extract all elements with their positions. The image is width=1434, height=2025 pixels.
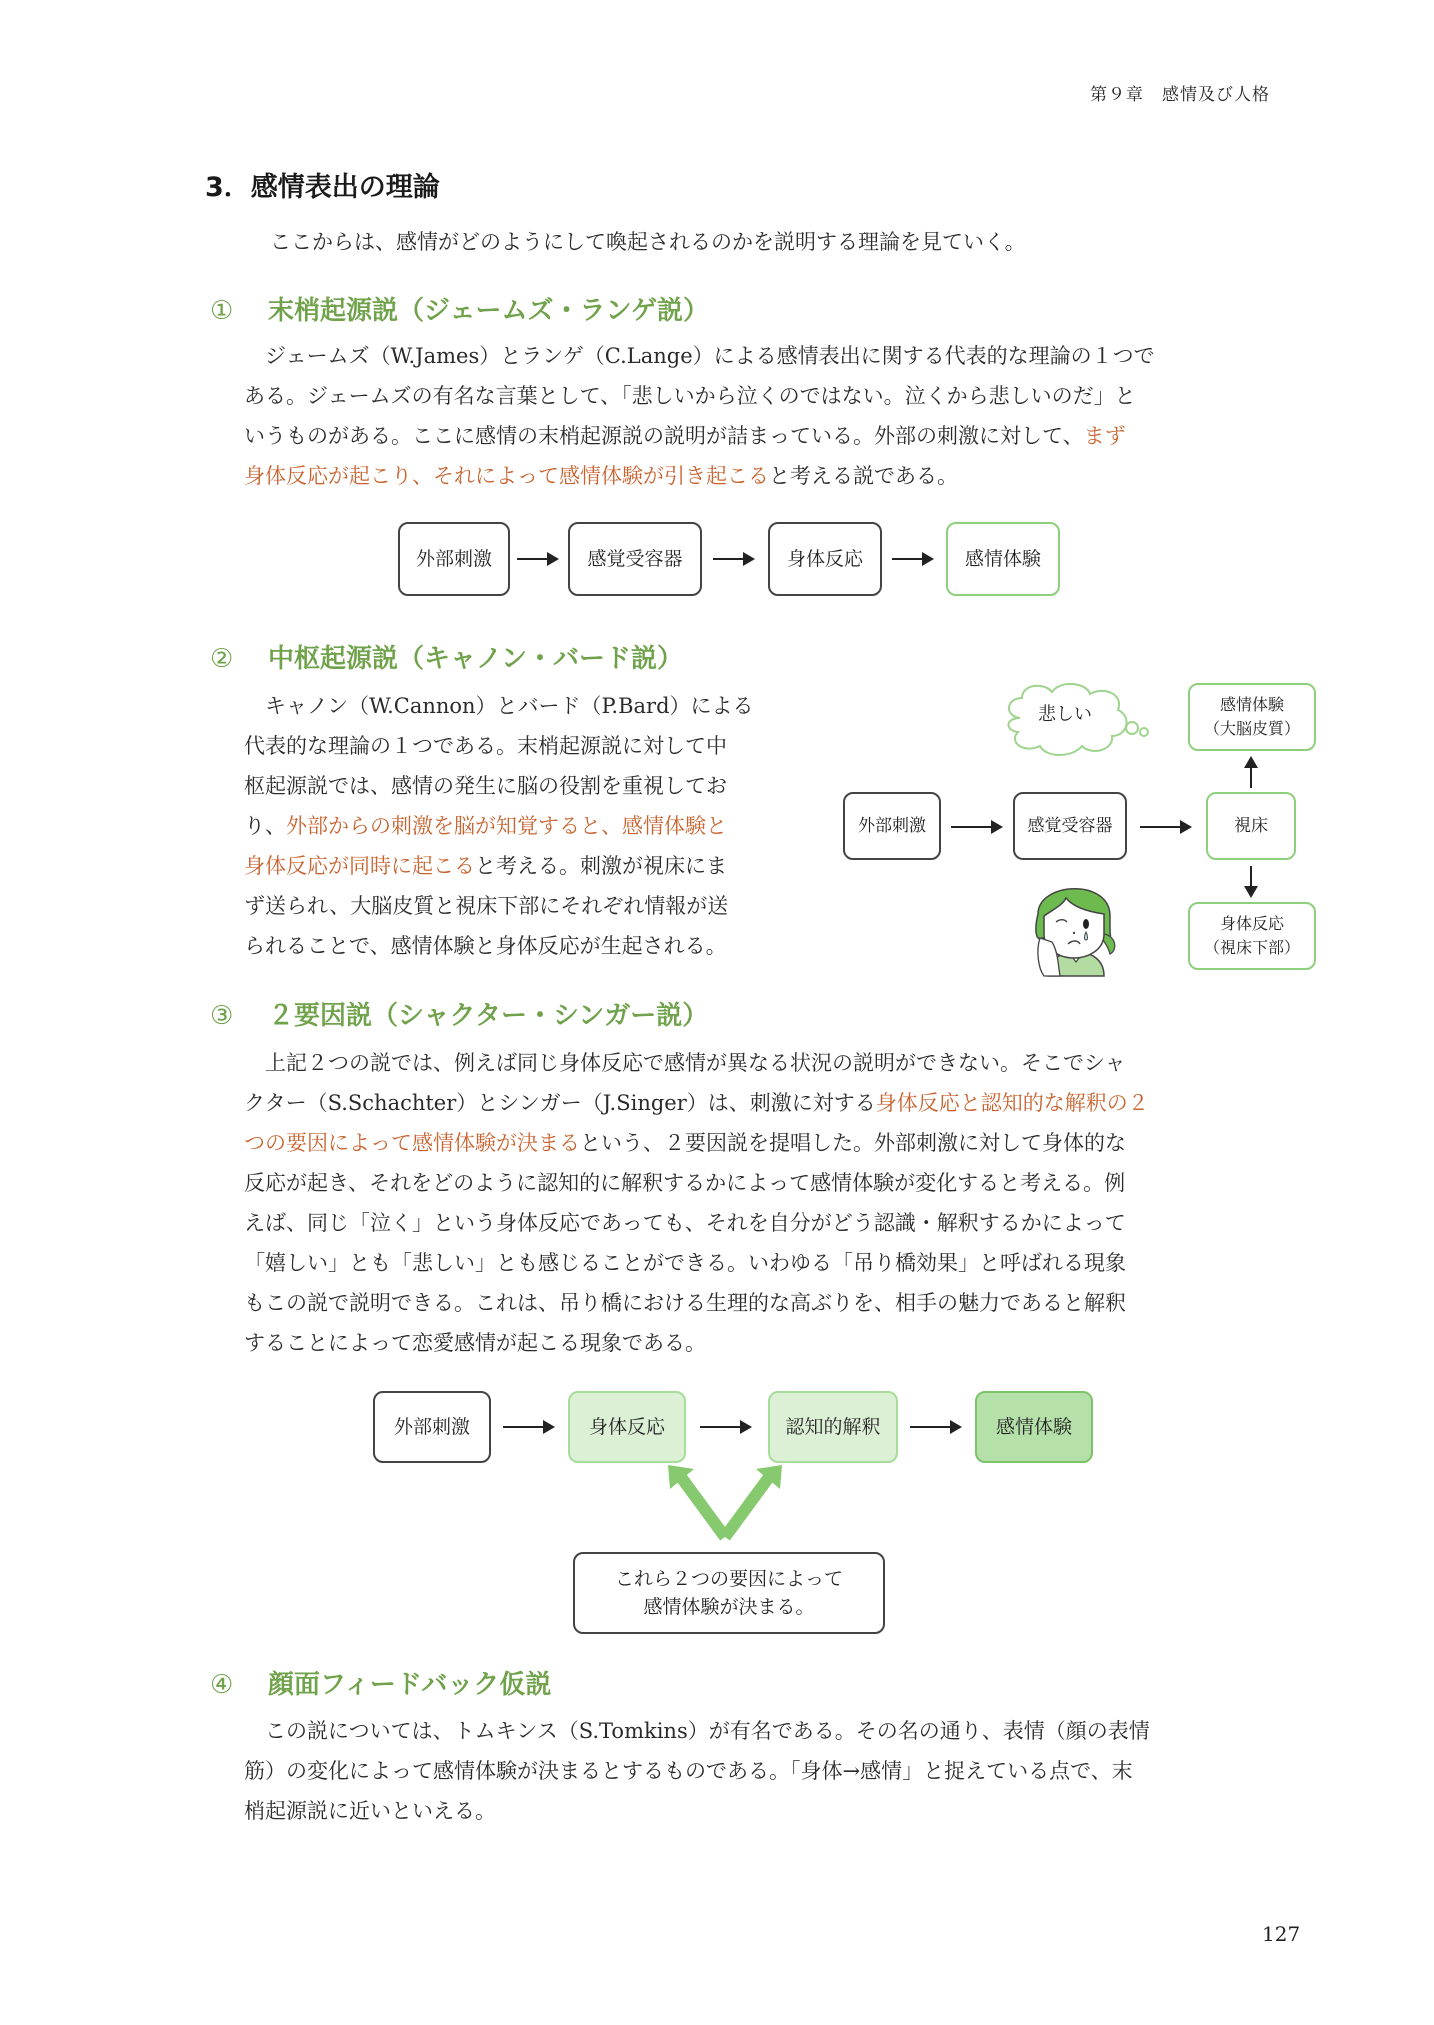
text-line xyxy=(244,1083,1289,1123)
thought-text: 悲しい xyxy=(1038,704,1092,725)
diagram-box-receptor: 感覚受容器 xyxy=(568,522,702,596)
text-line xyxy=(244,806,814,846)
diagram-box-thalamus: 視床 xyxy=(1206,792,1296,860)
theory-3-heading xyxy=(210,995,708,1032)
text-segment: 「嬉しい」とも「悲しい」とも感じることができる。いわゆる「吊り橋効果」と呼ばれる現象 xyxy=(244,1251,1126,1275)
text-segment: と考える説である。 xyxy=(769,464,958,488)
section-intro: ここからは、感情がどのようにして喚起されるのかを説明する理論を見ていく。 xyxy=(270,230,1026,254)
text-line xyxy=(244,686,814,726)
text-segment: この説については、トムキンス（S.Tomkins）が有名である。その名の通り、表情（顔の表情 xyxy=(265,1719,1150,1743)
text-segment: 枢起源説では、感情の発生に脳の役割を重視してお xyxy=(244,774,727,798)
diagram-box-emotion: 感情体験 xyxy=(975,1391,1093,1463)
highlighted-text: まず xyxy=(1083,424,1126,448)
theory-title: 顔面フィードバック仮説 xyxy=(268,1670,552,1700)
text-segment: ある。ジェームズの有名な言葉として、「悲しいから泣くのではない。泣くから悲しいのだ」と xyxy=(244,384,1136,408)
crying-girl-illustration xyxy=(1030,872,1120,978)
text-line xyxy=(244,926,814,966)
text-line xyxy=(244,1791,1289,1831)
diagram-box-emotion: 感情体験 xyxy=(946,522,1060,596)
diagram-note-box xyxy=(573,1552,885,1634)
text-segment: られることで、感情体験と身体反応が生起される。 xyxy=(244,934,727,958)
diagram-box-receptor: 感覚受容器 xyxy=(1013,792,1127,860)
theory-2-heading xyxy=(210,638,683,675)
text-segment: と考える。刺激が視床にま xyxy=(475,854,727,878)
highlighted-text: 身体反応と認知的な解釈の２ xyxy=(875,1091,1149,1115)
text-segment: り、 xyxy=(244,814,286,838)
note-line: 感情体験が決まる。 xyxy=(643,1596,815,1618)
text-segment: 上記２つの説では、例えば同じ身体反応で感情が異なる状況の説明ができない。そこでシャ xyxy=(265,1051,1126,1075)
arrow-right-icon xyxy=(910,1426,960,1428)
arrow-right-icon xyxy=(517,558,557,560)
arrow-up-icon xyxy=(1250,760,1252,788)
arrow-right-icon xyxy=(713,558,753,560)
box-line: 身体反応 xyxy=(1219,914,1284,933)
highlighted-text: 身体反応が同時に起こる xyxy=(244,854,475,878)
theory-number: ③ xyxy=(210,1001,234,1031)
theory-3-body xyxy=(244,1043,1289,1363)
highlighted-text: つの要因によって感情体験が決まる xyxy=(244,1131,580,1155)
diagram-box-body-response: 身体反応 xyxy=(768,522,882,596)
text-line xyxy=(244,846,814,886)
text-line xyxy=(244,1123,1289,1163)
theory-number: ① xyxy=(210,296,234,326)
text-line xyxy=(244,416,1289,456)
diagram-box-body-response: 身体反応 xyxy=(568,1391,686,1463)
theory-1-heading xyxy=(210,290,709,327)
text-segment: えば、同じ「泣く」という身体反応であっても、それを自分がどう認識・解釈するかによって xyxy=(244,1211,1126,1235)
theory-1-body xyxy=(244,336,1289,496)
chapter-header: 第９章 感情及び人格 xyxy=(1090,85,1270,105)
text-line xyxy=(244,1711,1289,1751)
text-segment: することによって恋愛感情が起こる現象である。 xyxy=(244,1331,706,1355)
text-segment: 反応が起き、それをどのように認知的に解釈するかによって感情体験が変化すると考える。例 xyxy=(244,1171,1126,1195)
text-segment: 筋）の変化によって感情体験が決まるとするものである。「身体→感情」と捉えている点で、末 xyxy=(244,1759,1133,1783)
diagram-box-stimulus: 外部刺激 xyxy=(843,792,941,860)
theory-number: ④ xyxy=(210,1670,234,1700)
theory-title: 末梢起源説（ジェームズ・ランゲ説） xyxy=(268,296,709,326)
theory-4-heading xyxy=(210,1664,551,1701)
text-line xyxy=(244,1203,1289,1243)
text-segment: という、２要因説を提唱した。外部刺激に対して身体的な xyxy=(580,1131,1126,1155)
text-line xyxy=(244,766,814,806)
text-line xyxy=(244,1283,1289,1323)
box-line: （大脳皮質） xyxy=(1203,719,1300,738)
text-line xyxy=(244,1043,1289,1083)
diagram-box-cognitive-interpretation: 認知的解釈 xyxy=(768,1391,898,1463)
text-line xyxy=(244,1751,1289,1791)
theory-title: ２要因説（シャクター・シンガー説） xyxy=(268,1001,709,1031)
arrow-right-icon xyxy=(892,558,932,560)
box-line: 感情体験 xyxy=(1219,695,1284,714)
theory-title: 中枢起源説（キャノン・バード説） xyxy=(268,644,683,674)
note-line: これら２つの要因によって xyxy=(614,1568,843,1590)
text-segment: いうものがある。ここに感情の末梢起源説の説明が詰まっている。外部の刺激に対して、 xyxy=(244,424,1084,448)
arrow-right-icon xyxy=(700,1426,750,1428)
arrow-right-icon xyxy=(503,1426,553,1428)
text-line xyxy=(244,376,1289,416)
diagram-box-hypothalamus xyxy=(1188,902,1316,970)
diagram-box-stimulus: 外部刺激 xyxy=(373,1391,491,1463)
text-line xyxy=(244,886,814,926)
theory-2-body xyxy=(244,686,814,966)
diagram-box-cortex xyxy=(1188,683,1316,751)
theory-4-body xyxy=(244,1711,1289,1831)
text-line xyxy=(244,1323,1289,1363)
text-segment: 梢起源説に近いといえる。 xyxy=(244,1799,496,1823)
page-number: 127 xyxy=(1262,1922,1301,1946)
theory-number: ② xyxy=(210,644,234,674)
text-segment: もこの説で説明できる。これは、吊り橋における生理的な高ぶりを、相手の魅力であると解釈 xyxy=(244,1291,1126,1315)
text-line xyxy=(244,1163,1289,1203)
text-line xyxy=(244,456,1289,496)
arrow-down-icon xyxy=(1250,866,1252,894)
text-line xyxy=(244,336,1289,376)
text-segment: ジェームズ（W.James）とランゲ（C.Lange）による感情表出に関する代表的な理論の１つで xyxy=(265,344,1155,368)
text-segment: 代表的な理論の１つである。末梢起源説に対して中 xyxy=(244,734,727,758)
box-line: （視床下部） xyxy=(1203,938,1300,957)
highlighted-text: 身体反応が起こり、それによって感情体験が引き起こる xyxy=(244,464,769,488)
text-line xyxy=(244,1243,1289,1283)
diagram-box-stimulus: 外部刺激 xyxy=(398,522,510,596)
arrow-right-icon xyxy=(951,826,1001,828)
text-segment: キャノン（W.Cannon）とバード（P.Bard）による xyxy=(265,694,754,718)
section-title: 3．感情表出の理論 xyxy=(205,172,440,203)
v-arrows-icon xyxy=(660,1465,790,1545)
text-segment: クター（S.Schachter）とシンガー（J.Singer）は、刺激に対する xyxy=(244,1091,876,1115)
text-segment: ず送られ、大脳皮質と視床下部にそれぞれ情報が送 xyxy=(244,894,729,918)
text-line xyxy=(244,726,814,766)
highlighted-text: 外部からの刺激を脳が知覚すると、感情体験と xyxy=(286,814,727,838)
arrow-right-icon xyxy=(1140,826,1190,828)
